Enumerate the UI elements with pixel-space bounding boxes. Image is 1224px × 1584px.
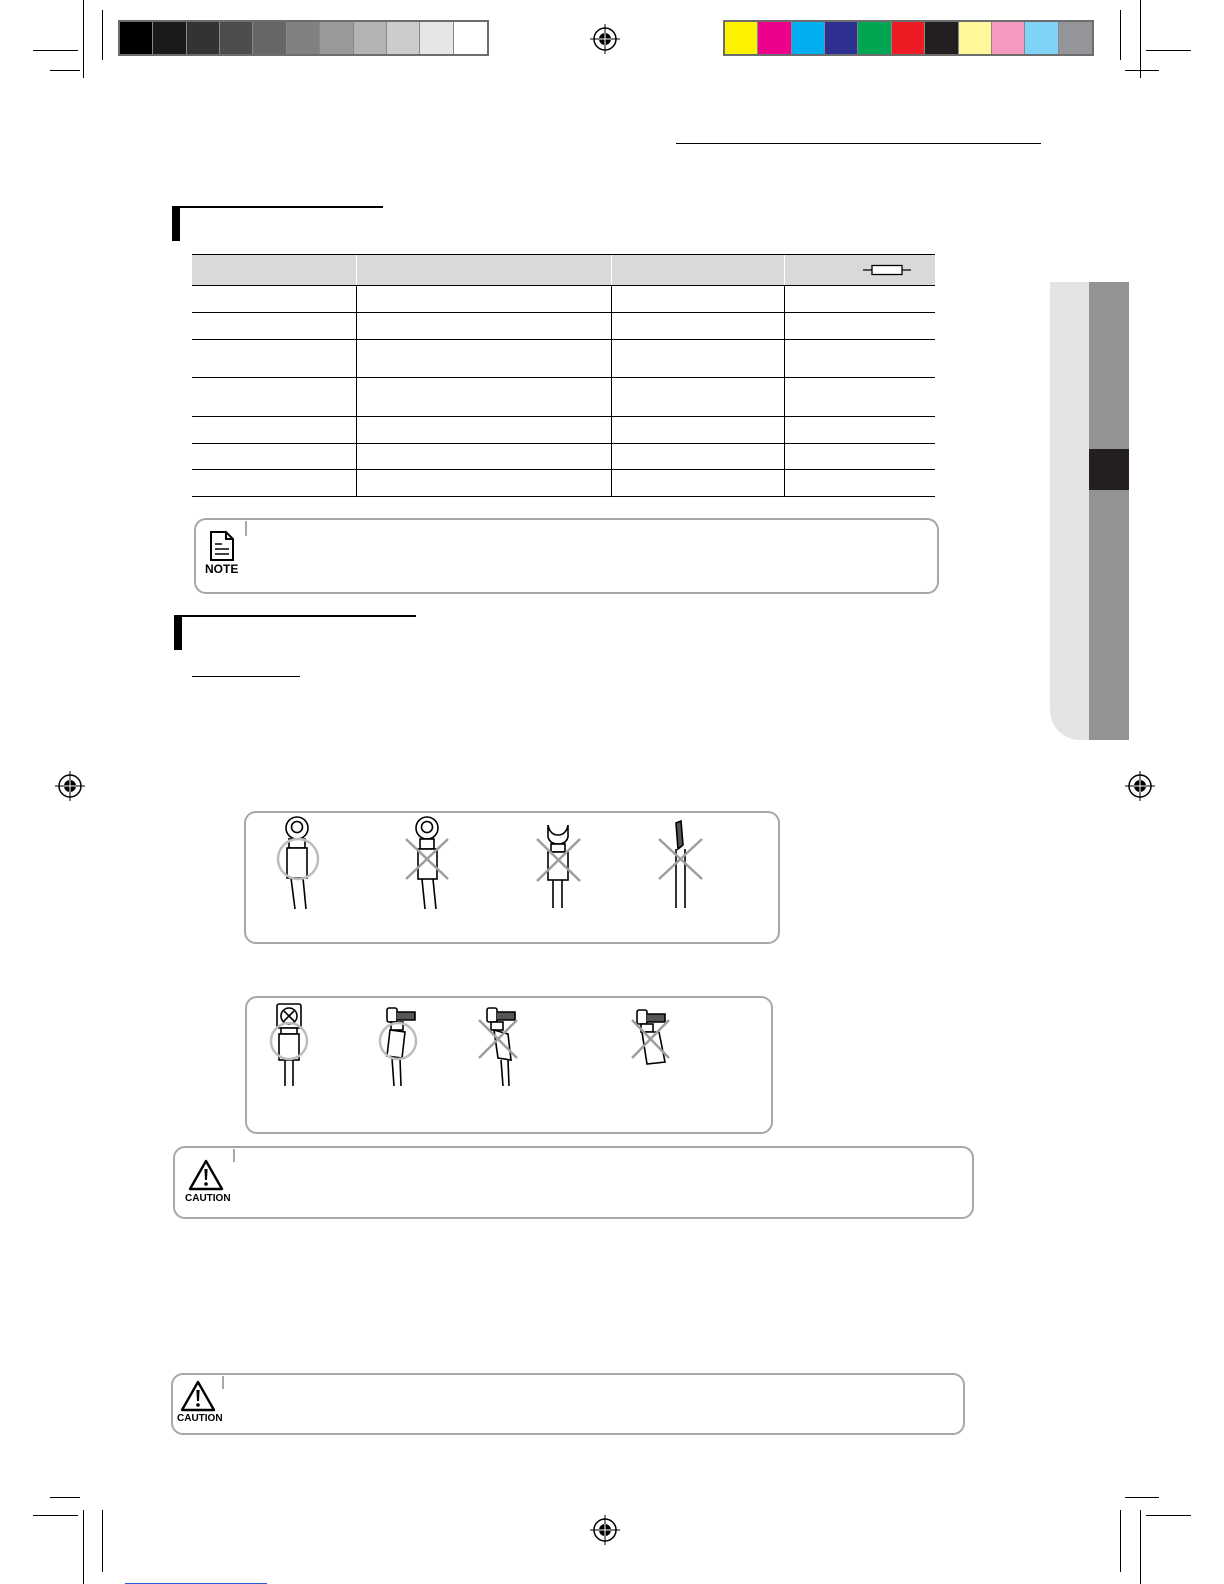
wire-terminal-diagram	[244, 811, 780, 944]
process-color-bar	[723, 20, 1094, 56]
color-swatch	[725, 22, 758, 54]
color-swatch	[354, 22, 387, 54]
chapter-tab-background	[1050, 282, 1090, 740]
table-row	[192, 378, 935, 417]
correct-front-screw-connection-icon	[271, 1004, 307, 1086]
color-swatch	[1059, 22, 1092, 54]
chapter-tab-active-marker	[1089, 449, 1129, 490]
correct-side-screw-connection-icon	[380, 1008, 416, 1086]
caution-label: CAUTION	[177, 1413, 223, 1424]
caution-box	[173, 1146, 974, 1219]
caution-divider	[222, 1376, 224, 1389]
color-swatch	[120, 22, 153, 54]
section-marker	[172, 206, 180, 241]
wrong-side-screw-connection-icon	[479, 1008, 517, 1086]
fuse-symbol-icon	[863, 263, 911, 277]
section-marker	[174, 615, 182, 650]
warning-triangle-icon	[188, 1159, 224, 1191]
wrong-small-ring-terminal-icon	[406, 817, 448, 909]
table-header-cell	[611, 255, 784, 286]
table-row	[192, 417, 935, 444]
table-row	[192, 444, 935, 470]
table-header-cell	[356, 255, 611, 286]
color-swatch	[1025, 22, 1058, 54]
caution-label: CAUTION	[185, 1193, 231, 1204]
registration-mark-icon	[590, 24, 620, 54]
subheading-underline	[192, 676, 300, 677]
table-header-cell	[784, 255, 935, 286]
color-swatch	[420, 22, 453, 54]
color-swatch	[187, 22, 220, 54]
color-swatch	[825, 22, 858, 54]
color-swatch	[320, 22, 353, 54]
note-divider	[245, 521, 247, 536]
color-swatch	[253, 22, 286, 54]
color-swatch	[892, 22, 925, 54]
caution-divider	[233, 1149, 235, 1162]
section-heading-rule	[172, 206, 383, 208]
color-swatch	[153, 22, 186, 54]
color-swatch	[287, 22, 320, 54]
table-row	[192, 470, 935, 497]
warning-triangle-icon	[180, 1380, 216, 1412]
color-swatch	[220, 22, 253, 54]
spec-table	[192, 254, 935, 497]
registration-mark-icon	[590, 1515, 620, 1545]
correct-ring-terminal-icon	[278, 817, 318, 909]
section-heading-rule	[174, 615, 416, 617]
document-note-icon	[209, 531, 235, 561]
grayscale-color-bar	[118, 20, 489, 56]
color-swatch	[959, 22, 992, 54]
wrong-fork-terminal-icon	[537, 825, 580, 908]
color-swatch	[758, 22, 791, 54]
table-row	[192, 313, 935, 340]
wrong-double-wire-screw-connection-icon	[632, 1010, 669, 1064]
note-label: NOTE	[205, 562, 239, 576]
table-row	[192, 286, 935, 313]
note-box	[194, 518, 939, 594]
wrong-bare-wire-icon	[659, 821, 702, 908]
color-swatch	[387, 22, 420, 54]
table-header-cell	[192, 255, 356, 286]
table-header-row	[192, 255, 935, 286]
color-swatch	[992, 22, 1025, 54]
table-row	[192, 340, 935, 378]
caution-box	[171, 1373, 965, 1435]
header-rule	[676, 143, 1041, 144]
color-swatch	[454, 22, 487, 54]
color-swatch	[925, 22, 958, 54]
chapter-tab	[1089, 282, 1129, 740]
color-swatch	[858, 22, 891, 54]
screw-connection-diagram	[245, 996, 773, 1134]
registration-mark-icon	[1125, 771, 1155, 801]
registration-mark-icon	[55, 771, 85, 801]
color-swatch	[792, 22, 825, 54]
